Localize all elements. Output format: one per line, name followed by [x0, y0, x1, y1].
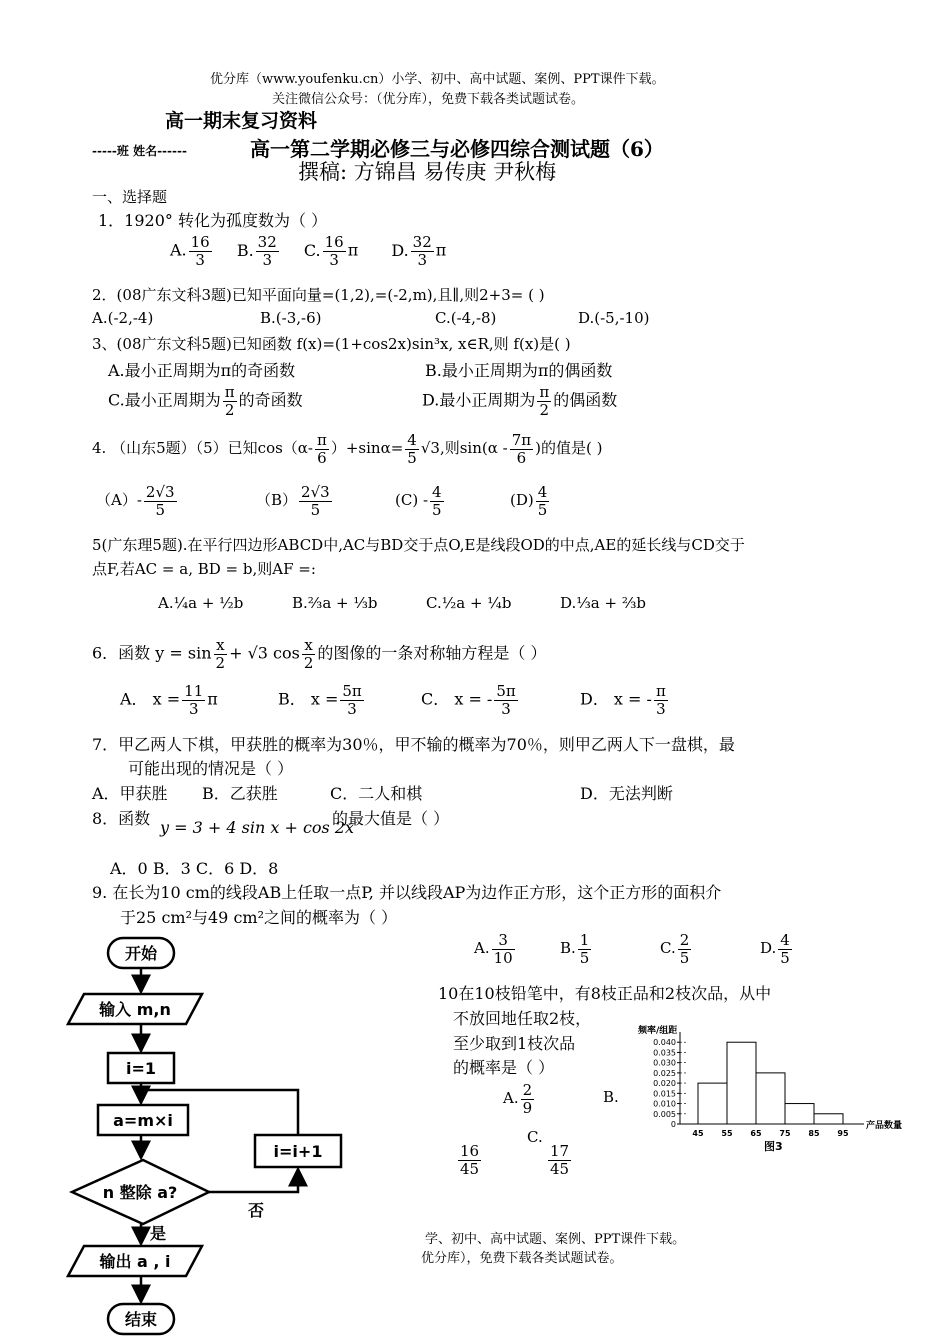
y-tick-label: 0.020	[653, 1079, 676, 1089]
q6-stem: 6．函数 y = sin $\frac{x}{2}$ + √3 cos $\frac{x}{2}$ 的图像的一条对称轴方程是（ ）	[92, 636, 547, 672]
footer-line-1: 学、初中、高中试题、案例、PPT课件下载。	[425, 1232, 686, 1247]
q5-option-d: D.⅓a + ⅔b	[560, 594, 646, 612]
chart-title: 图3	[764, 1140, 783, 1153]
class-name-field: -----班 姓名------	[92, 144, 187, 158]
chart-xlabel: 产品数量	[866, 1121, 903, 1131]
q5-line-1: 5(广东理5题).在平行四边形ABCD中,AC与BD交于点O,E是线段OD的中点,AE的延长线与CD交于	[92, 536, 745, 554]
q8-stem-start: 8．函数	[92, 809, 151, 828]
flow-start: 开始	[124, 944, 158, 963]
y-tick-label: 0.005	[653, 1109, 676, 1119]
q4-option-a: （A）- $\frac{2√3}{5}$	[96, 483, 175, 519]
q10-line-2: 不放回地任取2枝，	[453, 1009, 592, 1028]
q7-option-c: C．二人和棋	[330, 784, 423, 803]
q10-line-3: 至少取到1枝次品	[453, 1034, 576, 1053]
q9-line-1: 9. 在长为10 cm的线段AB上任取一点P, 并以线段AP为边作正方形，这个正方形的面积介	[92, 883, 722, 902]
q2-option-a: A.(-2,-4)	[92, 309, 154, 327]
x-tick-label: 95	[837, 1129, 849, 1138]
q7-option-a: A．甲获胜	[92, 784, 168, 803]
q4-option-d: (D) $\frac{4}{5}$	[510, 483, 548, 519]
q2-option-b: B.(-3,-6)	[260, 309, 322, 327]
q10-line-4: 的概率是（ ）	[453, 1058, 555, 1077]
page-title: 高一第二学期必修三与必修四综合测试题（6）	[250, 137, 664, 161]
chart-ylabel: 频率/组距	[638, 1026, 678, 1036]
x-tick-label: 45	[692, 1129, 704, 1138]
q5-option-c: C.½a + ¼b	[426, 594, 512, 612]
flow-no-label: 否	[248, 1201, 265, 1220]
q5-line-2: 点F,若AC = a, BD = b,则AF =:	[92, 560, 316, 578]
histogram-bar	[727, 1042, 756, 1124]
x-tick-label: 75	[779, 1129, 791, 1138]
q9-line-2: 于25 cm²与49 cm²之间的概率为（ ）	[120, 908, 398, 927]
q10-option-b: B.	[603, 1088, 619, 1106]
histogram-chart	[636, 1024, 920, 1156]
header-line-2: 关注微信公众号：（优分库），免费下载各类试题试卷。	[272, 92, 585, 107]
flowchart	[62, 930, 352, 1342]
q9-option-c: C. $\frac{2}{5}$	[660, 931, 690, 967]
x-tick-label: 85	[808, 1129, 820, 1138]
q1-options: A. $\frac{16}{3}$ B. $\frac{32}{3}$ C. $\frac{16}{3}$ π D. $\frac{32}{3}$ π	[170, 233, 447, 269]
flow-output: 输出 a , i	[99, 1252, 171, 1271]
y-tick-label: 0	[670, 1120, 676, 1129]
flow-input: 输入 m,n	[99, 1000, 171, 1019]
flow-yes-label: 是	[150, 1224, 167, 1243]
q6-option-d: D． x = - $\frac{\pi}{3}$	[580, 682, 666, 718]
q3-stem: 3、(08广东文科5题)已知函数 f(x)=(1+cos2x)sin³x, x∈R,则 f(x)是( )	[92, 335, 571, 353]
y-tick-label: 0.025	[653, 1068, 676, 1078]
histogram-bar	[785, 1104, 814, 1124]
flow-end: 结束	[124, 1310, 158, 1329]
y-tick-label: 0.010	[653, 1099, 676, 1109]
q9-option-d: D. $\frac{4}{5}$	[760, 931, 790, 967]
q3-option-c: C.最小正周期为 $\frac{\pi}{2}$ 的奇函数	[108, 383, 303, 419]
histogram-bar	[814, 1114, 843, 1124]
q8-stem-end: 的最大值是（ ）	[332, 809, 450, 828]
q8-options: A．0 B．3 C．6 D．8	[110, 859, 279, 878]
q2-option-c: C.(-4,-8)	[435, 309, 497, 327]
q10-option-c: C.	[527, 1128, 543, 1146]
q4-option-c: (C) - $\frac{4}{5}$	[395, 483, 442, 519]
flow-increment: i=i+1	[273, 1142, 323, 1161]
y-tick-label: 0.040	[653, 1038, 676, 1048]
flow-decision: n 整除 a?	[102, 1183, 178, 1202]
q3-option-b: B.最小正周期为π的偶函数	[425, 361, 613, 380]
q9-option-a: A. $\frac{3}{10}$	[474, 931, 513, 967]
q6-option-a: A． x = $\frac{11}{3}$ π	[120, 682, 218, 718]
q6-option-c: C． x = - $\frac{5\pi}{3}$	[421, 682, 516, 718]
q10-value-2: $\frac{17}{45}$	[550, 1142, 570, 1178]
x-tick-label: 65	[750, 1129, 762, 1138]
q2-option-d: D.(-5,-10)	[578, 309, 650, 327]
q1-stem: 1．1920° 转化为孤度数为（ ）	[98, 211, 328, 230]
q4-option-b: （B） $\frac{2√3}{5}$	[256, 483, 330, 519]
q7-line-1: 7．甲乙两人下棋，甲获胜的概率为30％，甲不输的概率为70％，则甲乙两人下一盘棋，最	[92, 735, 735, 754]
y-tick-label: 0.030	[653, 1058, 676, 1068]
flow-assign: a=m×i	[113, 1111, 173, 1130]
section-heading: 一、选择题	[92, 188, 168, 206]
q5-option-a: A.¼a + ½b	[158, 594, 244, 612]
q3-option-d: D.最小正周期为 $\frac{\pi}{2}$ 的偶函数	[422, 383, 618, 419]
q6-option-b: B． x = $\frac{5\pi}{3}$	[278, 682, 362, 718]
q8-expression: y = 3 + 4 sin x + cos 2x	[160, 818, 355, 837]
y-tick-label: 0.015	[653, 1089, 676, 1099]
histogram-bar	[698, 1083, 727, 1124]
q2-stem: 2．(08广东文科3题)已知平面向量=(1,2),=(-2,m),且∥,则2+3= ( )	[92, 286, 545, 304]
q3-option-a: A.最小正周期为π的奇函数	[108, 361, 296, 380]
q7-line-2: 可能出现的情况是（ ）	[128, 759, 294, 778]
footer-line-2: 优分库），免费下载各类试题试卷。	[421, 1251, 623, 1266]
header-line-1: 优分库（www.youfenku.cn）小学、初中、高中试题、案例、PPT课件下载。	[210, 72, 665, 87]
review-label: 高一期末复习资料	[165, 110, 318, 132]
q9-option-b: B. $\frac{1}{5}$	[560, 931, 590, 967]
y-tick-label: 0.035	[653, 1048, 676, 1058]
q10-value-1: $\frac{16}{45}$	[460, 1142, 480, 1178]
q10-option-a: A. $\frac{2}{9}$	[503, 1081, 533, 1117]
q7-option-d: D．无法判断	[580, 784, 673, 803]
q7-option-b: B．乙获胜	[202, 784, 278, 803]
flow-init: i=1	[125, 1059, 157, 1078]
x-tick-label: 55	[721, 1129, 733, 1138]
authors: 撰稿: 方锦昌 易传庚 尹秋梅	[298, 160, 557, 184]
q5-option-b: B.⅔a + ⅓b	[292, 594, 378, 612]
histogram-bar	[756, 1073, 785, 1124]
q10-line-1: 10在10枝铅笔中，有8枝正品和2枝次品，从中	[438, 984, 772, 1003]
q4-stem: 4. （山东5题）（5）已知cos（α- $\frac{\pi}{6}$ ）+sinα= $\frac{4}{5}$ √3,则sin(α - $\frac{7\pi}{6}$ )的值是( )	[92, 431, 603, 467]
